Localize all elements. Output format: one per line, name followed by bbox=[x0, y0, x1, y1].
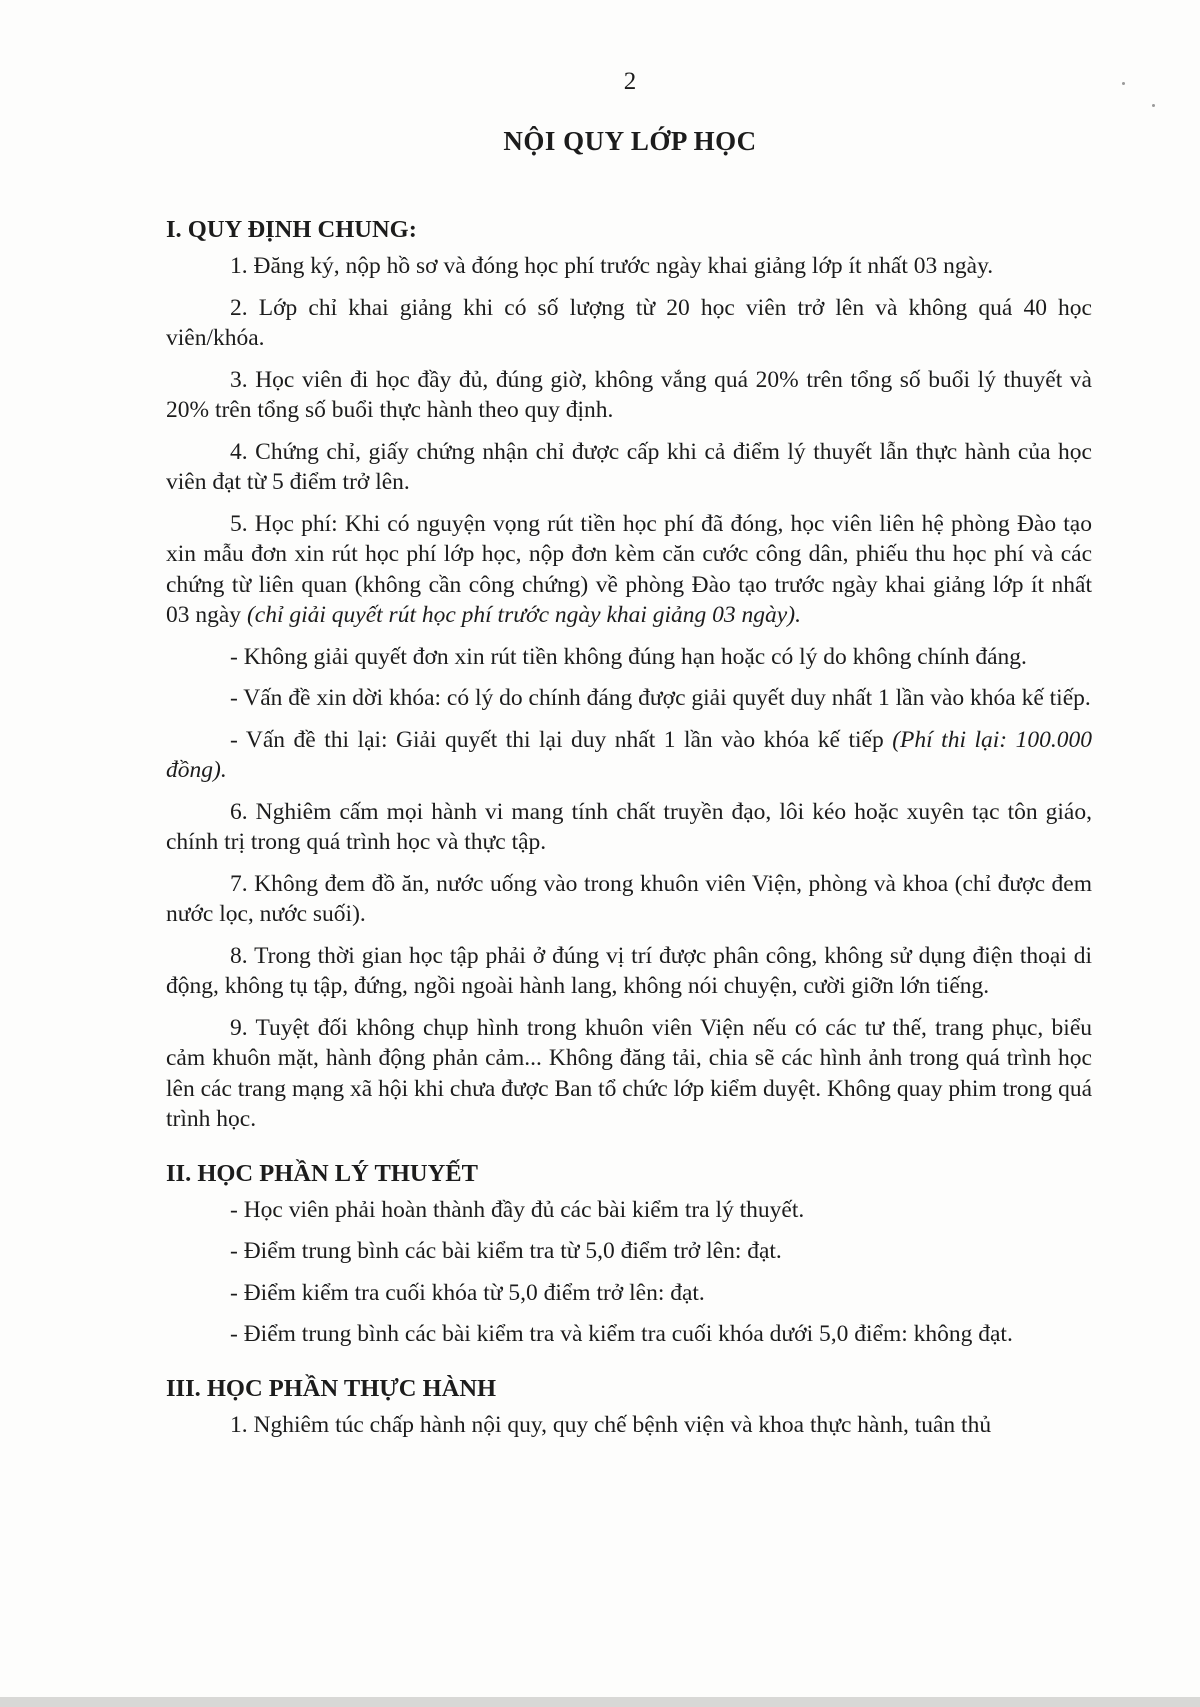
paragraph: - Điểm trung bình các bài kiểm tra từ 5,0 điểm trở lên: đạt. bbox=[230, 1238, 782, 1264]
paragraph: - Không giải quyết đơn xin rút tiền không đúng hạn hoặc có lý do không chính đáng. bbox=[230, 643, 1027, 670]
paragraph: 1. Đăng ký, nộp hồ sơ và đóng học phí trước ngày khai giảng lớp ít nhất 03 ngày. bbox=[230, 253, 994, 279]
paragraph: 2. Lớp chỉ khai giảng khi có số lượng từ 20 học viên trở lên và không quá 40 học viên/khóa. bbox=[166, 294, 1092, 351]
italic-note: (Phí thi lại: 100.000 đồng). bbox=[166, 726, 1092, 783]
page-number: 2 bbox=[623, 68, 637, 95]
paragraph: 8. Trong thời gian học tập phải ở đúng vị trí được phân công, không sử dụng điện thoại di động, không tụ tập, đứng, ngồi ngoài hành lang, không nói chuyện, cười giỡn lớn tiếng. bbox=[166, 942, 1092, 999]
section-general-rules bbox=[166, 215, 1092, 1135]
section-practice bbox=[166, 1374, 1092, 1441]
paragraph: 3. Học viên đi học đầy đủ, đúng giờ, không vắng quá 20% trên tổng số buổi lý thuyết và 20% trên tổng số buổi thực hành theo quy định. bbox=[166, 366, 1092, 423]
document-body bbox=[166, 215, 1092, 1464]
paragraph: - Học viên phải hoàn thành đầy đủ các bài kiểm tra lý thuyết. bbox=[230, 1196, 805, 1223]
scan-edge bbox=[0, 1697, 1200, 1707]
section-heading: III. HỌC PHẦN THỰC HÀNH bbox=[166, 1374, 497, 1402]
paragraph: - Vấn đề xin dời khóa: có lý do chính đáng được giải quyết duy nhất 1 lần vào khóa kế tiếp. bbox=[230, 685, 1091, 711]
paragraph: 4. Chứng chỉ, giấy chứng nhận chỉ được cấp khi cả điểm lý thuyết lẫn thực hành của học viên đạt từ 5 điểm trở lên. bbox=[166, 438, 1092, 495]
scan-speck bbox=[1152, 104, 1155, 107]
section-theory bbox=[166, 1159, 1092, 1350]
document-title: NỘI QUY LỚP HỌC bbox=[503, 126, 757, 156]
italic-note: (chỉ giải quyết rút học phí trước ngày khai giảng 03 ngày). bbox=[246, 602, 801, 628]
paragraph: 7. Không đem đồ ăn, nước uống vào trong khuôn viên Viện, phòng và khoa (chỉ được đem nước lọc, nước suối). bbox=[166, 870, 1092, 927]
paragraph: 9. Tuyệt đối không chụp hình trong khuôn viên Viện nếu có các tư thế, trang phục, biểu cảm khuôn mặt, hành động phản cảm... Không đăng tải, chia sẽ các hình ảnh trong quá trình học lên các trang mạng xã hội khi chưa được Ban tổ chức lớp kiểm duyệt. Không quay phim trong quá trình học. bbox=[166, 1014, 1092, 1132]
paragraph: 5. Học phí: Khi có nguyện vọng rút tiền học phí đã đóng, học viên liên hệ phòng Đào tạo xin mẫu đơn xin rút học phí lớp học, nộp đơn kèm căn cước công dân, phiếu thu học phí và các chứng từ liên quan (không cần công chứng) về phòng Đào tạo trước ngày khai giảng lớp ít nhất 03 ngày (chỉ giải quyết rút học phí trước ngày khai giảng 03 ngày). bbox=[166, 510, 1092, 628]
paragraph: 1. Nghiêm túc chấp hành nội quy, quy chế bệnh viện và khoa thực hành, tuân thủ bbox=[230, 1411, 992, 1438]
paragraph: - Điểm trung bình các bài kiểm tra và kiểm tra cuối khóa dưới 5,0 điểm: không đạt. bbox=[230, 1321, 1013, 1347]
paragraph: - Điểm kiểm tra cuối khóa từ 5,0 điểm trở lên: đạt. bbox=[230, 1279, 705, 1306]
section-heading: II. HỌC PHẦN LÝ THUYẾT bbox=[166, 1159, 478, 1187]
paragraph: - Vấn đề thi lại: Giải quyết thi lại duy nhất 1 lần vào khóa kế tiếp (Phí thi lại: 100.000 đồng). bbox=[166, 726, 1092, 783]
paragraph: 6. Nghiêm cấm mọi hành vi mang tính chất truyền đạo, lôi kéo hoặc xuyên tạc tôn giáo, chính trị trong quá trình học và thực tập. bbox=[166, 798, 1092, 855]
section-heading: I. QUY ĐỊNH CHUNG: bbox=[166, 216, 417, 243]
